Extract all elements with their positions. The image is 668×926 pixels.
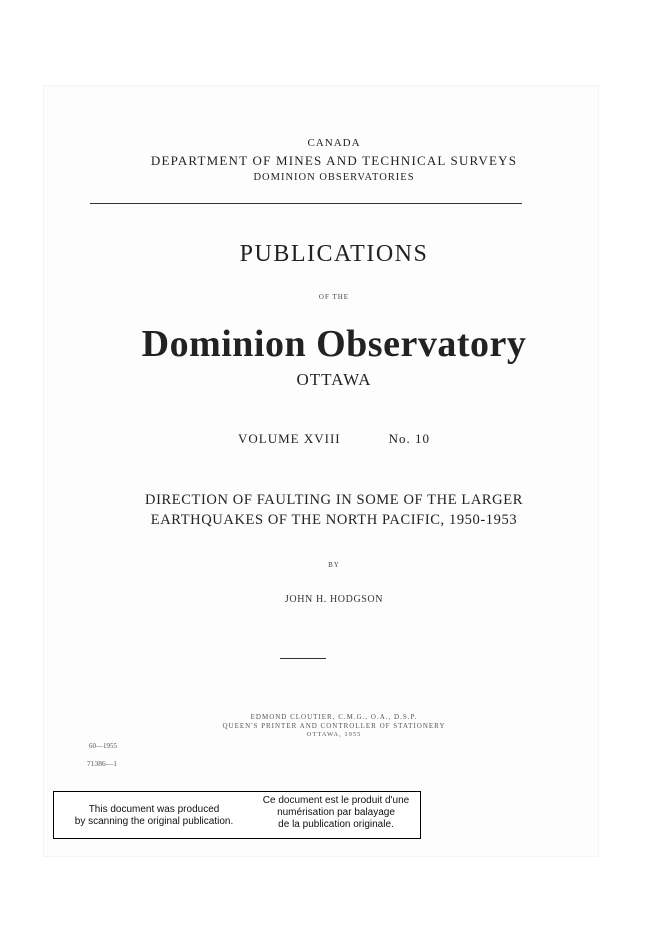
notice-en-line-2: by scanning the original publication. — [74, 816, 234, 827]
catalogue-code: 71386—1 — [87, 759, 117, 768]
title-line-1: DIRECTION OF FAULTING IN SOME OF THE LARGER — [145, 492, 523, 508]
country-heading: CANADA — [307, 137, 361, 149]
department-heading: DEPARTMENT OF MINES AND TECHNICAL SURVEYS — [150, 153, 518, 168]
by-text: BY — [328, 561, 340, 569]
author-name: JOHN H. HODGSON — [284, 594, 384, 605]
scan-notice-box — [53, 791, 421, 839]
print-code: 60—1955 — [89, 742, 117, 750]
volume-label: VOLUME XVIII — [237, 431, 341, 446]
observatory-name: Dominion Observatory — [141, 323, 527, 365]
city-heading: OTTAWA — [296, 370, 372, 389]
document-page — [44, 86, 598, 856]
section-divider — [280, 658, 326, 659]
notice-en-line-1: This document was produced — [88, 804, 220, 815]
notice-fr-line-3: de la publication originale. — [278, 819, 394, 830]
imprint-line-3: OTTAWA, 1955 — [306, 731, 362, 738]
publications-heading: PUBLICATIONS — [239, 241, 429, 267]
notice-fr-line-2: numérisation par balayage — [277, 807, 395, 818]
scan-notice-french — [250, 795, 422, 831]
imprint-line-1: EDMOND CLOUTIER, C.M.G., O.A., D.S.P. — [250, 713, 418, 721]
notice-fr-line-1: Ce document est le produit d'une — [262, 795, 410, 806]
header-divider — [90, 203, 522, 204]
number-label: No. 10 — [388, 431, 430, 446]
imprint-line-2: QUEEN'S PRINTER AND CONTROLLER OF STATIONERY — [222, 722, 446, 730]
scan-notice-english — [54, 804, 254, 828]
volume-row — [0, 431, 668, 447]
title-line-2: EARTHQUAKES OF THE NORTH PACIFIC, 1950-1953 — [150, 512, 518, 528]
of-the-text: OF THE — [318, 293, 350, 301]
branch-heading: DOMINION OBSERVATORIES — [253, 172, 415, 183]
